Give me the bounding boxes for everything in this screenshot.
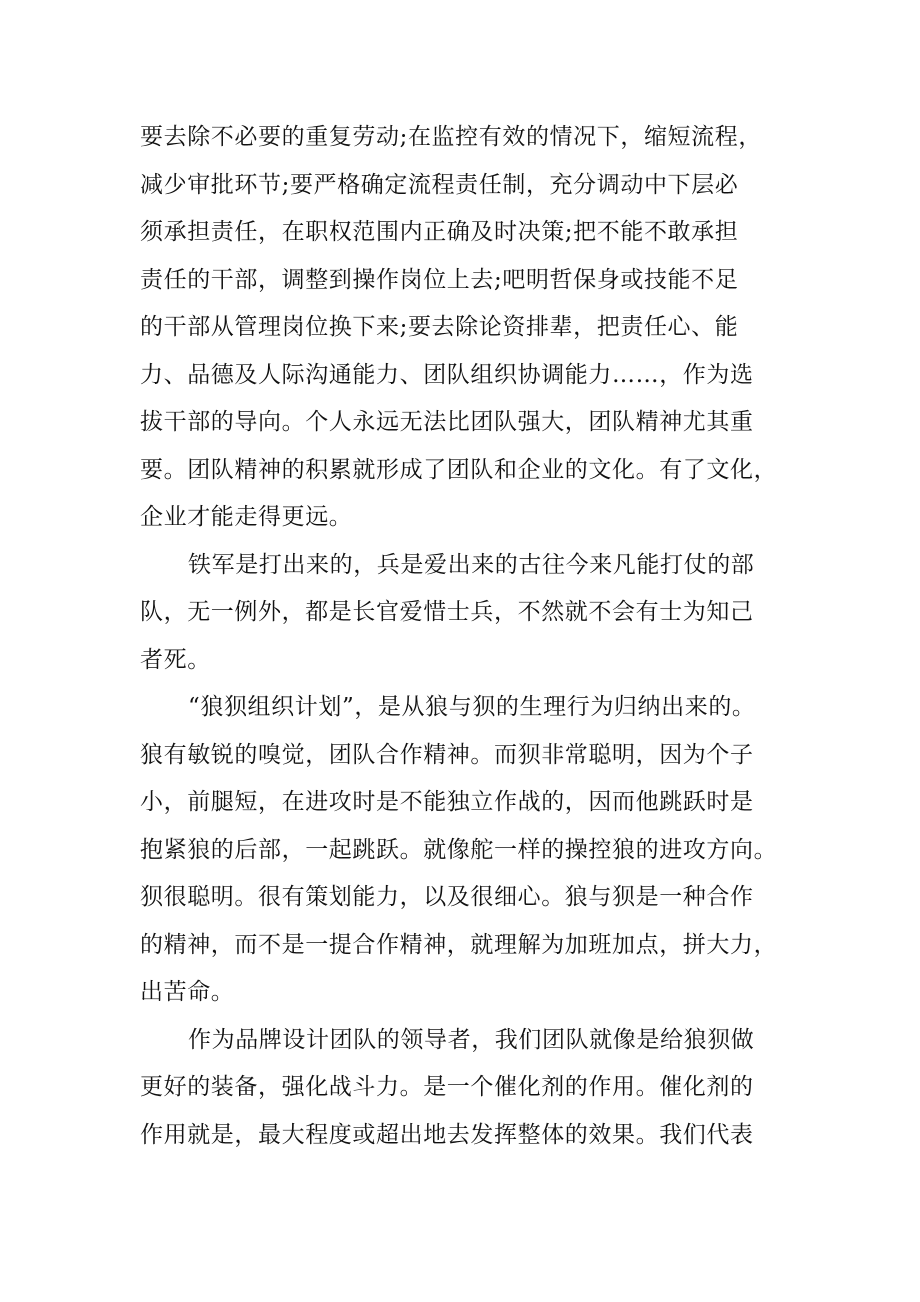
text-line: “狼狈组织计划”，是从狼与狈的生理行为归纳出来的。 xyxy=(188,694,756,720)
text-line: 抱紧狼的后部，一起跳跃。就像舵一样的操控狼的进攻方向。 xyxy=(140,836,778,863)
text-line: 拔干部的导向。个人永远无法比团队强大，团队精神尤其重 xyxy=(140,409,754,435)
text-line: 更好的装备，强化战斗力。是一个催化剂的作用。催化剂的 xyxy=(140,1074,754,1100)
paragraph-2 xyxy=(140,542,800,685)
text-line: 小，前腿短，在进攻时是不能独立作战的，因而他跳跃时是 xyxy=(140,789,754,815)
text-line: 出苦命。 xyxy=(140,979,235,1005)
text-line: 作为品牌设计团队的领导者，我们团队就像是给狼狈做 xyxy=(188,1026,755,1053)
document-body xyxy=(140,114,800,1159)
text-line: 狈很聪明。很有策划能力，以及很细心。狼与狈是一种合作 xyxy=(140,884,754,910)
paragraph-4 xyxy=(140,1017,800,1160)
text-line: 企业才能走得更远。 xyxy=(140,504,353,530)
text-line: 须承担责任，在职权范围内正确及时决策;把不能不敢承担 xyxy=(140,219,739,245)
text-line: 减少审批环节;要严格确定流程责任制，充分调动中下层必 xyxy=(140,171,739,198)
text-line: 要。团队精神的积累就形成了团队和企业的文化。有了文化， xyxy=(140,456,778,483)
text-line: 要去除不必要的重复劳动;在监控有效的情况下，缩短流程， xyxy=(140,124,762,150)
text-line: 队，无一例外，都是长官爱惜士兵，不然就不会有士为知己 xyxy=(140,599,754,625)
text-line: 作用就是，最大程度或超出地去发挥整体的效果。我们代表 xyxy=(140,1121,754,1148)
text-line: 铁军是打出来的，兵是爱出来的古往今来凡能打仗的部 xyxy=(188,551,755,578)
text-line: 狼有敏锐的嗅觉，团队合作精神。而狈非常聪明，因为个子 xyxy=(140,741,754,768)
text-line: 责任的干部，调整到操作岗位上去;吧明哲保身或技能不足 xyxy=(140,266,739,293)
paragraph-3 xyxy=(140,684,800,1017)
text-line: 的精神，而不是一提合作精神，就理解为加班加点，拼大力， xyxy=(140,931,778,958)
text-line: 的干部从管理岗位换下来;要去除论资排辈，把责任心、能 xyxy=(140,314,739,340)
text-line: 者死。 xyxy=(140,646,211,673)
paragraph-1 xyxy=(140,114,800,542)
text-line: 力、品德及人际沟通能力、团队组织协调能力……，作为选 xyxy=(140,361,754,388)
